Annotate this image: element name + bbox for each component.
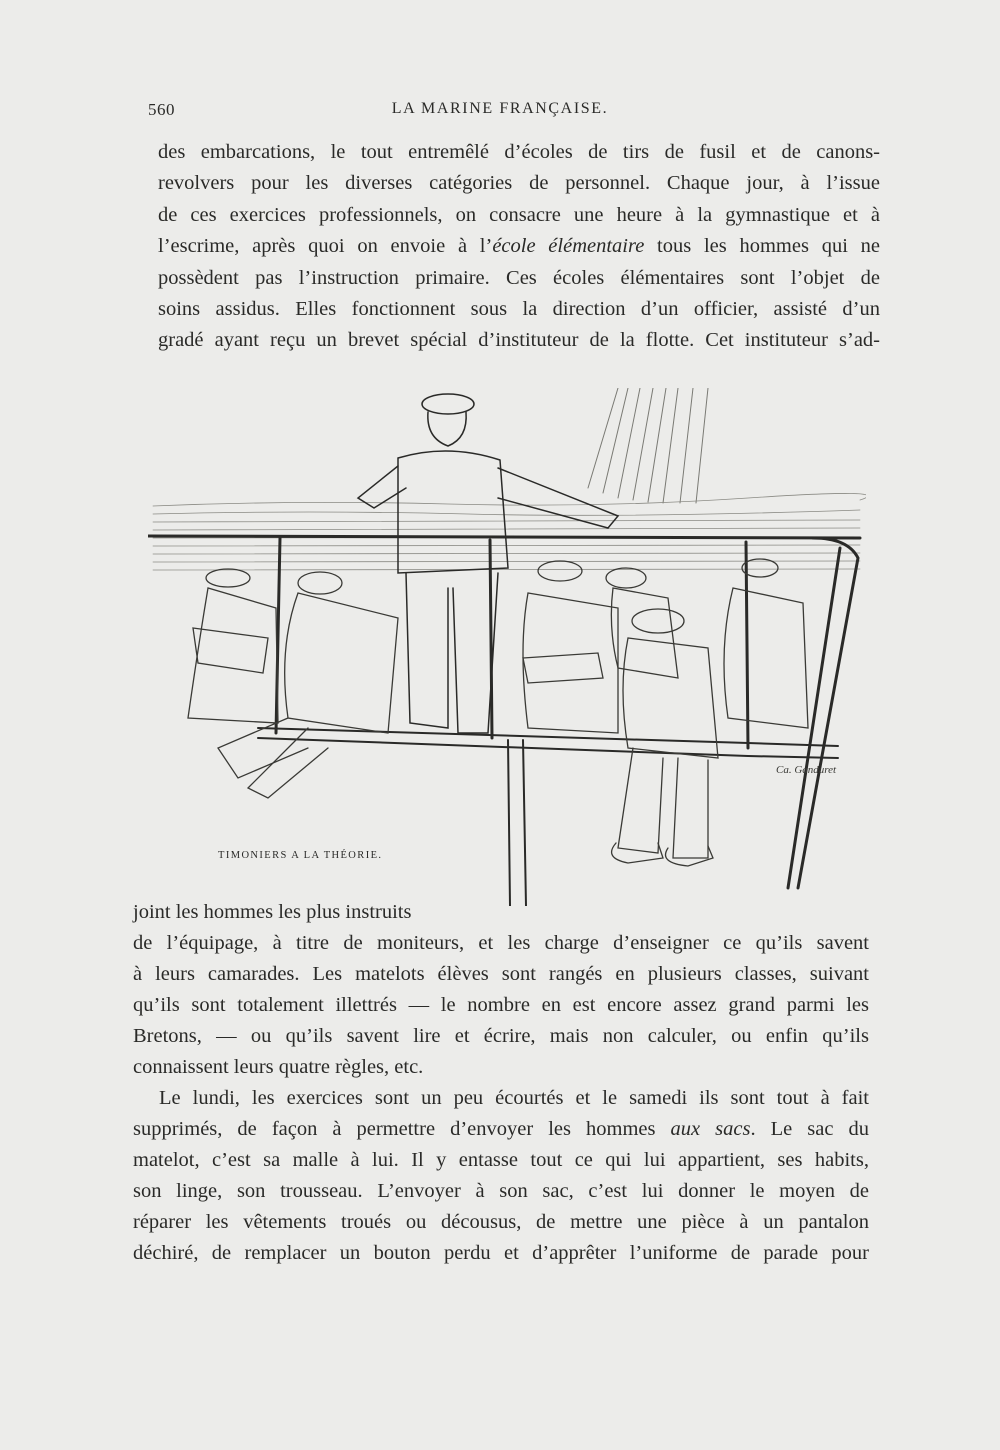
text-line: Le lundi, les exercices sont un peu écourtés et le samedi ils sont tout à fait [159, 1087, 869, 1109]
text-span: tous les hommes qui ne [644, 235, 880, 258]
italic-text: aux sacs [670, 1118, 751, 1140]
text-line: déchiré, de remplacer un bouton perdu et d’apprêter l’uniforme de parade pour [133, 1242, 869, 1264]
text-span: supprimés, de façon à permettre d’envoyer les hommes [133, 1118, 671, 1140]
text-line: de l’équipage, à titre de moniteurs, et les charge d’enseigner ce qu’ils savent [133, 932, 869, 954]
running-head: LA MARINE FRANÇAISE. [391, 100, 609, 117]
text-line: qu’ils sont totalement illettrés — le nombre en est encore assez grand parmi les [133, 994, 869, 1016]
italic-text: école élémentaire [492, 235, 645, 258]
illustration-drawing [148, 388, 866, 906]
text-line: possèdent pas l’instruction primaire. Ces écoles élémentaires sont l’objet de [158, 266, 880, 289]
text-line: réparer les vêtements troués ou décousus, de mettre une pièce à un pantalon [133, 1211, 869, 1233]
illustration-sailors [148, 388, 866, 906]
text-line: revolvers pour les diverses catégories de personnel. Chaque jour, à l’issue [158, 172, 880, 195]
text-line [133, 1114, 869, 1145]
text-span: l’escrime, après quoi on envoie à l’ [158, 235, 493, 258]
figure-caption: TIMONIERS A LA THÉORIE. [218, 850, 383, 861]
text-line: son linge, son trousseau. L’envoyer à son sac, c’est lui donner le moyen de [133, 1180, 869, 1202]
text-line: gradé ayant reçu un brevet spécial d’instituteur de la flotte. Cet instituteur s’ad- [158, 329, 880, 352]
text-line: à leurs camarades. Les matelots élèves sont rangés en plusieurs classes, suivant [133, 963, 869, 985]
text-line: de ces exercices professionnels, on consacre une heure à la gymnastique et à [158, 203, 880, 226]
text-line: soins assidus. Elles fonctionnent sous la direction d’un officier, assisté d’un [158, 298, 880, 321]
text-line: joint les hommes les plus instruits [133, 901, 412, 923]
paragraph-3 [133, 1083, 869, 1269]
text-line: matelot, c’est sa malle à lui. Il y entasse tout ce qui lui appartient, ses habits, [133, 1149, 869, 1171]
paragraph-1 [158, 137, 880, 357]
artist-signature: Ca. Ganduret [776, 764, 837, 776]
page-number: 560 [148, 100, 175, 119]
text-line: des embarcations, le tout entremêlé d’écoles de tirs de fusil et de canons- [158, 141, 880, 163]
text-span: . Le sac du [750, 1118, 870, 1140]
text-line: connaissent leurs quatre règles, etc. [133, 1056, 424, 1078]
text-line [158, 231, 880, 262]
text-line: Bretons, — ou qu’ils savent lire et écrire, mais non calculer, ou enfin qu’ils [133, 1025, 869, 1047]
paragraph-2 [133, 897, 869, 1083]
